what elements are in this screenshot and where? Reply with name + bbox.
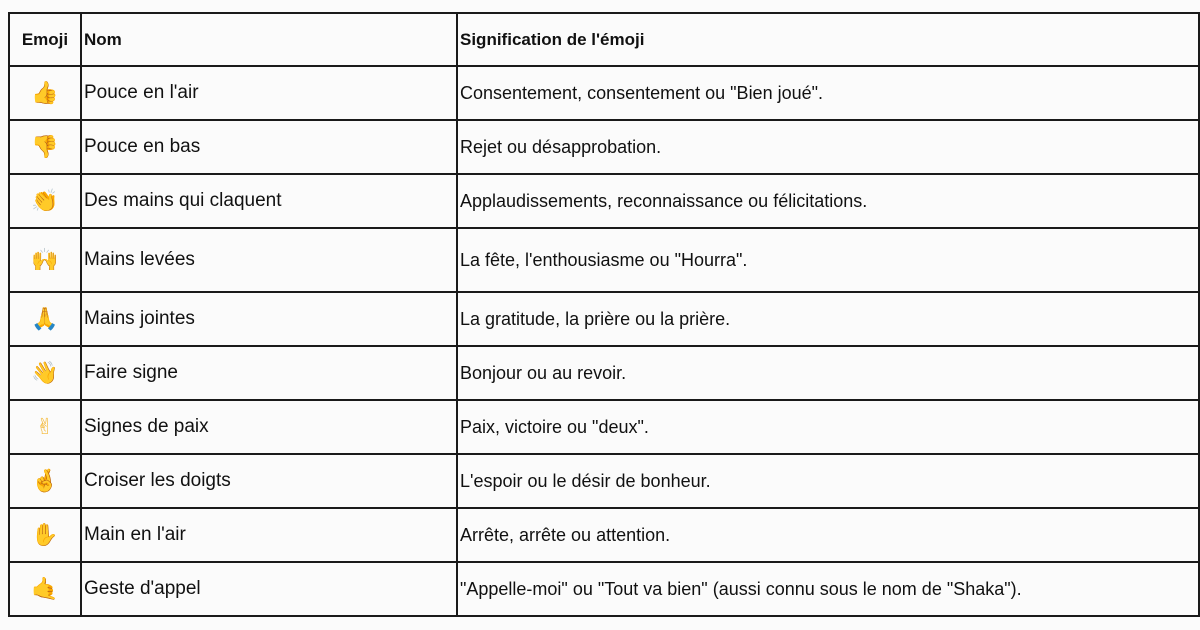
meaning-cell: Bonjour ou au revoir. xyxy=(457,346,1199,400)
emoji-cell xyxy=(9,508,81,562)
meaning-cell: "Appelle-moi" ou "Tout va bien" (aussi connu sous le nom de "Shaka"). xyxy=(457,562,1199,616)
raised-hand-icon: ✋ xyxy=(31,522,59,548)
table-body xyxy=(9,66,1199,616)
table-row xyxy=(9,508,1199,562)
name-cell: Pouce en l'air xyxy=(81,66,457,120)
emoji-cell xyxy=(9,346,81,400)
emoji-cell xyxy=(9,454,81,508)
meaning-cell: Paix, victoire ou "deux". xyxy=(457,400,1199,454)
emoji-cell xyxy=(9,66,81,120)
name-cell: Mains levées xyxy=(81,228,457,292)
table-row xyxy=(9,346,1199,400)
crossed-fingers-icon: 🤞 xyxy=(31,468,59,494)
table-header-row xyxy=(9,13,1199,66)
emoji-meaning-table xyxy=(8,12,1200,617)
name-cell: Mains jointes xyxy=(81,292,457,346)
victory-hand-icon: ✌ xyxy=(35,414,55,440)
meaning-cell: Rejet ou désapprobation. xyxy=(457,120,1199,174)
table-row xyxy=(9,228,1199,292)
waving-hand-icon: 👋 xyxy=(31,360,59,386)
header-name: Nom xyxy=(81,13,457,66)
emoji-cell xyxy=(9,228,81,292)
name-cell: Pouce en bas xyxy=(81,120,457,174)
header-emoji: Emoji xyxy=(9,13,81,66)
raising-hands-icon: 🙌 xyxy=(31,247,59,273)
meaning-cell: La fête, l'enthousiasme ou "Hourra". xyxy=(457,228,1199,292)
name-cell: Croiser les doigts xyxy=(81,454,457,508)
name-cell: Main en l'air xyxy=(81,508,457,562)
table-row xyxy=(9,292,1199,346)
meaning-cell: Applaudissements, reconnaissance ou félicitations. xyxy=(457,174,1199,228)
meaning-cell: Consentement, consentement ou "Bien joué". xyxy=(457,66,1199,120)
name-cell: Faire signe xyxy=(81,346,457,400)
table-row xyxy=(9,400,1199,454)
emoji-cell xyxy=(9,174,81,228)
thumbs-down-icon: 👎 xyxy=(31,134,59,160)
table-row xyxy=(9,120,1199,174)
call-me-hand-icon: 🤙 xyxy=(31,576,59,602)
meaning-cell: La gratitude, la prière ou la prière. xyxy=(457,292,1199,346)
header-meaning: Signification de l'émoji xyxy=(457,13,1199,66)
clapping-hands-icon: 👏 xyxy=(31,188,59,214)
meaning-cell: Arrête, arrête ou attention. xyxy=(457,508,1199,562)
folded-hands-icon: 🙏 xyxy=(31,306,59,332)
emoji-cell xyxy=(9,292,81,346)
emoji-cell xyxy=(9,120,81,174)
name-cell: Des mains qui claquent xyxy=(81,174,457,228)
meaning-cell: L'espoir ou le désir de bonheur. xyxy=(457,454,1199,508)
table-row xyxy=(9,66,1199,120)
table-row xyxy=(9,454,1199,508)
thumbs-up-icon: 👍 xyxy=(31,80,59,106)
table-row xyxy=(9,174,1199,228)
name-cell: Signes de paix xyxy=(81,400,457,454)
emoji-cell xyxy=(9,562,81,616)
name-cell: Geste d'appel xyxy=(81,562,457,616)
table-row xyxy=(9,562,1199,616)
emoji-cell xyxy=(9,400,81,454)
